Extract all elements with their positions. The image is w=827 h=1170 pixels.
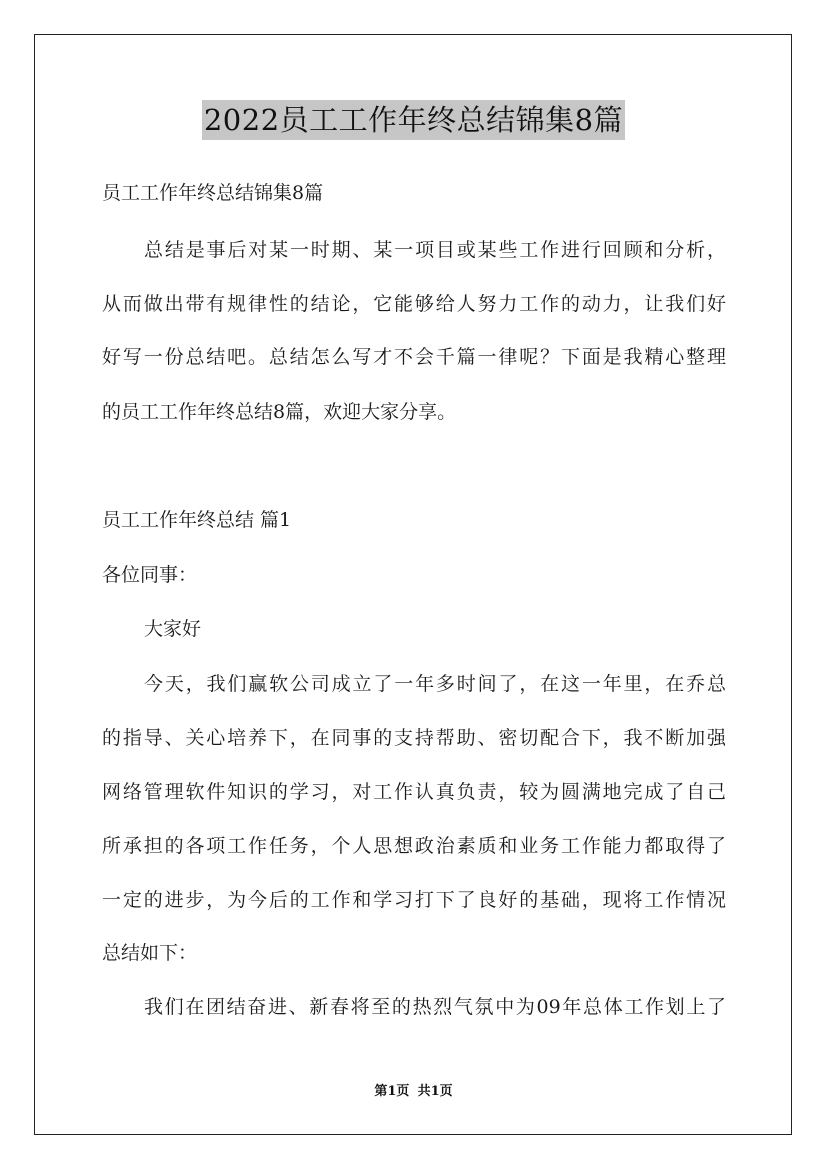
paragraph-line: 今天，我们赢软公司成立了一年多时间了，在这一年里，在乔总 [144,673,726,695]
greeting-line: 各位同事： [102,564,198,586]
doc-subtitle: 员工工作年终总结锦集8篇 [102,182,324,204]
greeting-line: 大家好 [144,618,202,640]
paragraph-line: 总结是事后对某一时期、某一项目或某些工作进行回顾和分析， [144,239,726,261]
paragraph-line: 好写一份总结吧。总结怎么写才不会千篇一律呢？下面是我精心整理 [102,346,726,368]
paragraph-line: 总结如下： [102,942,198,964]
document-title: 2022员工工作年终总结锦集8篇 [202,100,625,140]
paragraph-line: 所承担的各项工作任务，个人思想政治素质和业务工作能力都取得了 [102,835,726,857]
section-heading: 员工工作年终总结 篇1 [102,509,292,531]
paragraph-line: 网络管理软件知识的学习，对工作认真负责，较为圆满地完成了自己 [102,781,726,803]
paragraph-line: 从而做出带有规律性的结论，它能够给人努力工作的动力，让我们好 [102,293,726,315]
page-number: 第1页 [374,1084,410,1099]
title-container [0,100,827,140]
page-total: 共1页 [417,1084,453,1099]
paragraph-line: 一定的进步，为今后的工作和学习打下了良好的基础，现将工作情况 [102,889,726,911]
paragraph-line: 的员工工作年终总结8篇，欢迎大家分享。 [102,401,457,423]
page-footer [0,1084,827,1100]
paragraph-line: 的指导、关心培养下，在同事的支持帮助、密切配合下，我不断加强 [102,727,726,749]
paragraph-line: 我们在团结奋进、新春将至的热烈气氛中为09年总体工作划上了 [144,996,726,1018]
